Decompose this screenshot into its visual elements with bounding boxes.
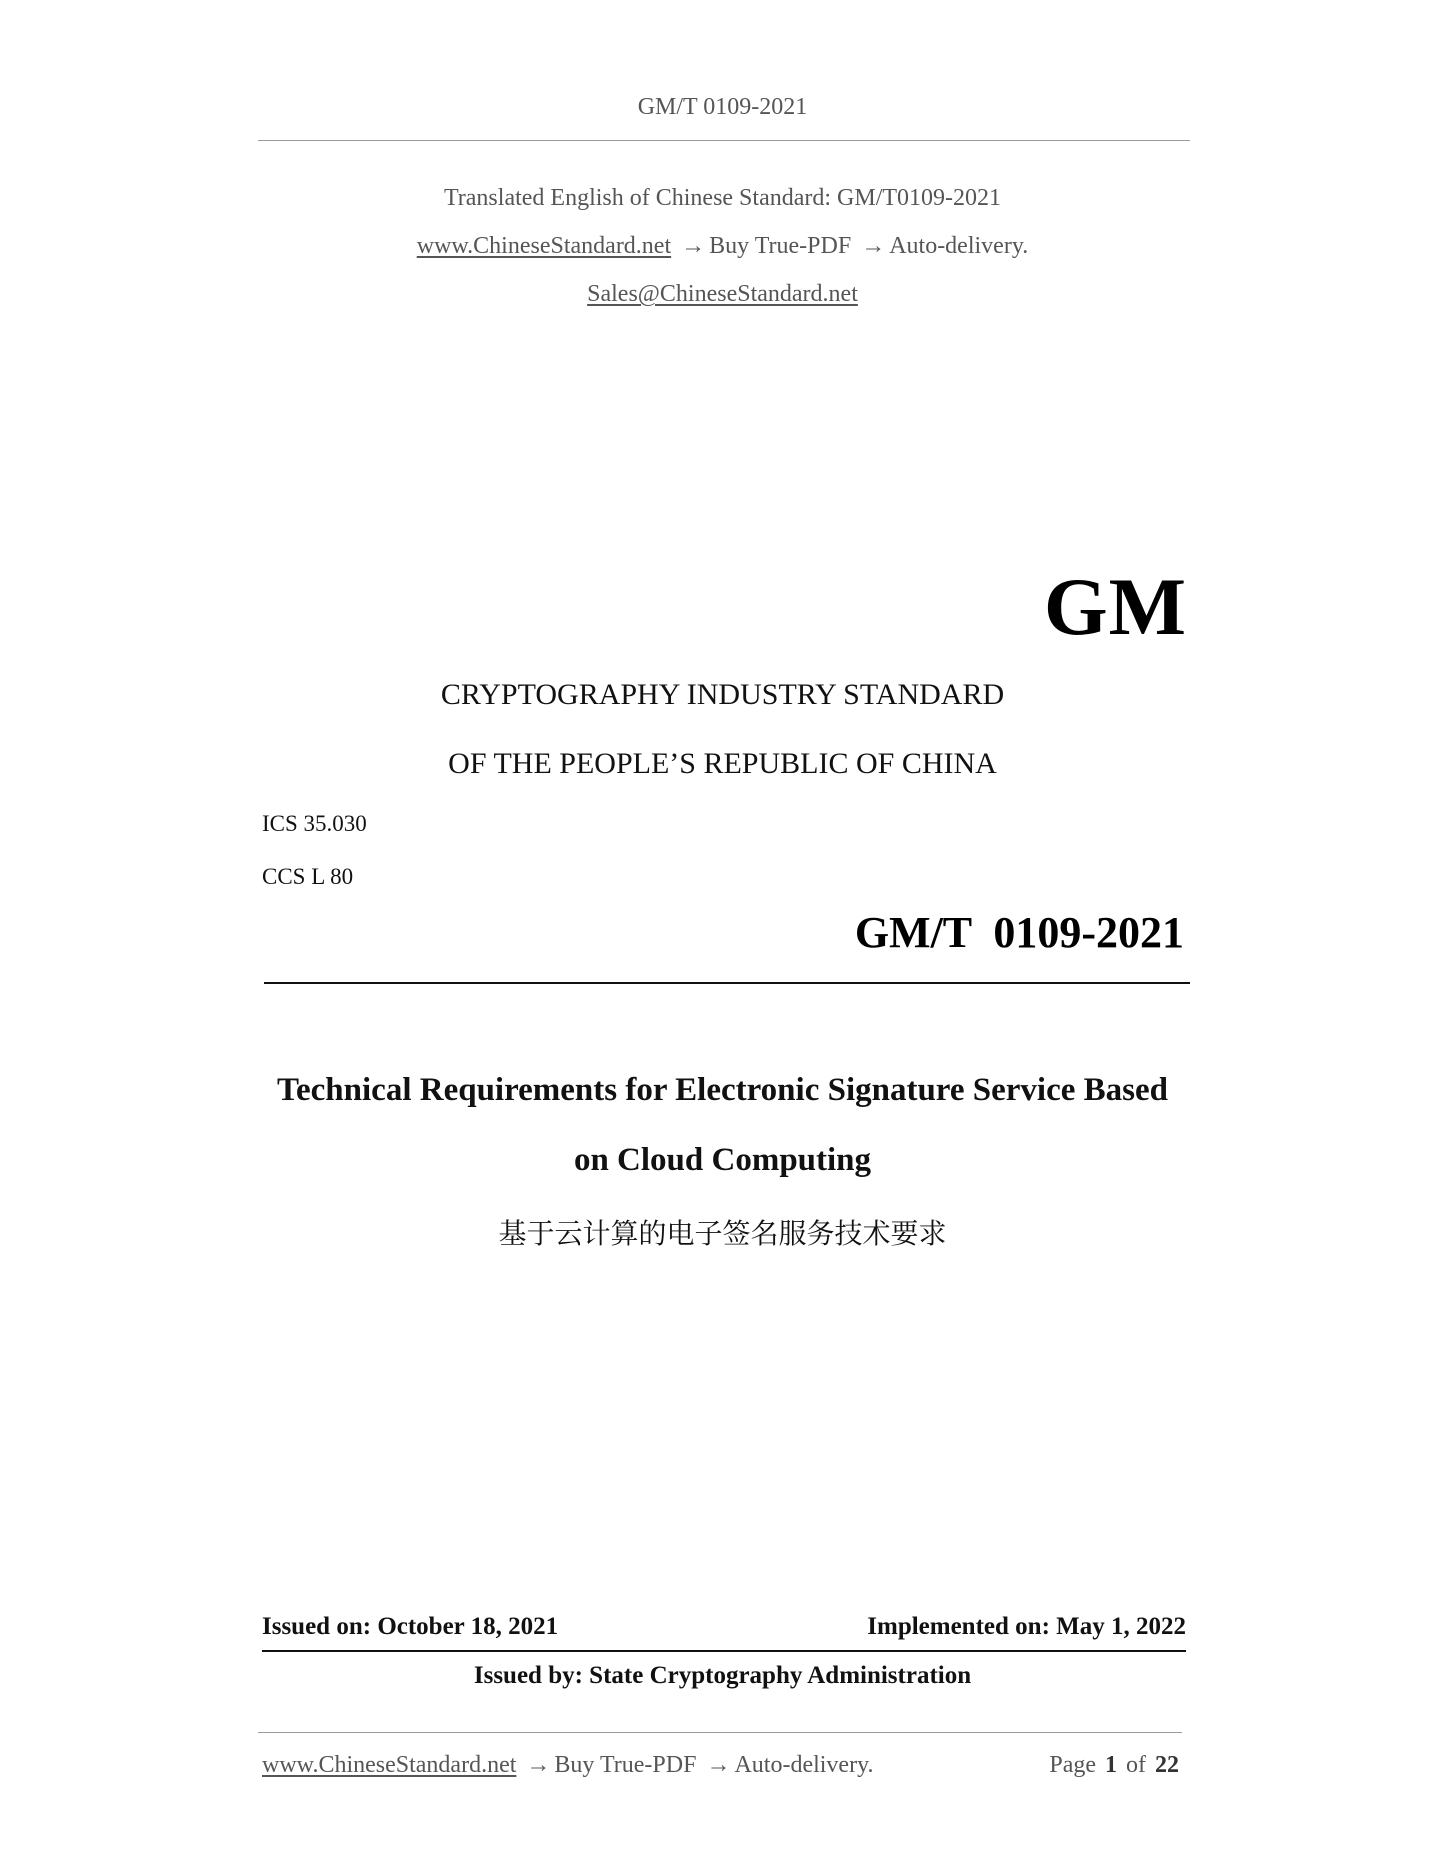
document-number-divider (264, 982, 1190, 984)
buy-text: Buy True-PDF (709, 233, 852, 259)
industry-standard-subtitle: OF THE PEOPLE’S REPUBLIC OF CHINA (448, 747, 997, 780)
page-of: of (1126, 1752, 1146, 1778)
footer-delivery-text: Auto-delivery. (734, 1752, 874, 1778)
promo-email-line (0, 281, 1445, 308)
page-label: Page (1049, 1752, 1096, 1778)
issuing-authority: Issued by: State Cryptography Administration (473, 1662, 972, 1689)
footer-website-link[interactable]: www.ChineseStandard.net (262, 1752, 517, 1778)
issued-on-date: Issued on: October 18, 2021 (262, 1613, 559, 1640)
email-link[interactable]: Sales@ChineseStandard.net (587, 281, 858, 307)
ics-code: ICS 35.030 (262, 811, 367, 836)
delivery-text: Auto-delivery. (889, 233, 1029, 259)
issue-divider (262, 1650, 1186, 1652)
header-divider (258, 140, 1190, 141)
ccs-code: CCS L 80 (262, 864, 354, 889)
arrow-right-icon: → (861, 233, 886, 259)
arrow-right-icon: → (681, 233, 706, 259)
document-title-en-line2: on Cloud Computing (573, 1142, 872, 1178)
gm-mark: GM (1043, 561, 1187, 652)
arrow-right-icon: → (706, 1752, 731, 1778)
footer-promo (262, 1752, 874, 1779)
document-title-zh: 基于云计算的电子签名服务技术要求 (498, 1217, 947, 1250)
page-current: 1 (1105, 1752, 1117, 1778)
page-total: 22 (1155, 1752, 1179, 1778)
industry-standard-title: CRYPTOGRAPHY INDUSTRY STANDARD (440, 678, 1005, 711)
website-link[interactable]: www.ChineseStandard.net (416, 233, 672, 259)
document-title-en-line1: Technical Requirements for Electronic Signature Service Based (277, 1072, 1168, 1108)
document-number: GM/T 0109-2021 (854, 908, 1184, 957)
arrow-right-icon: → (526, 1752, 551, 1778)
implemented-on-date: Implemented on: May 1, 2022 (867, 1613, 1186, 1640)
translation-notice: Translated English of Chinese Standard: GM/T0109-2021 (443, 185, 1002, 211)
promo-line (0, 233, 1445, 260)
footer-buy-text: Buy True-PDF (554, 1752, 697, 1778)
running-header: GM/T 0109-2021 (637, 94, 808, 120)
footer-divider (258, 1732, 1182, 1733)
page-number (1046, 1752, 1179, 1779)
